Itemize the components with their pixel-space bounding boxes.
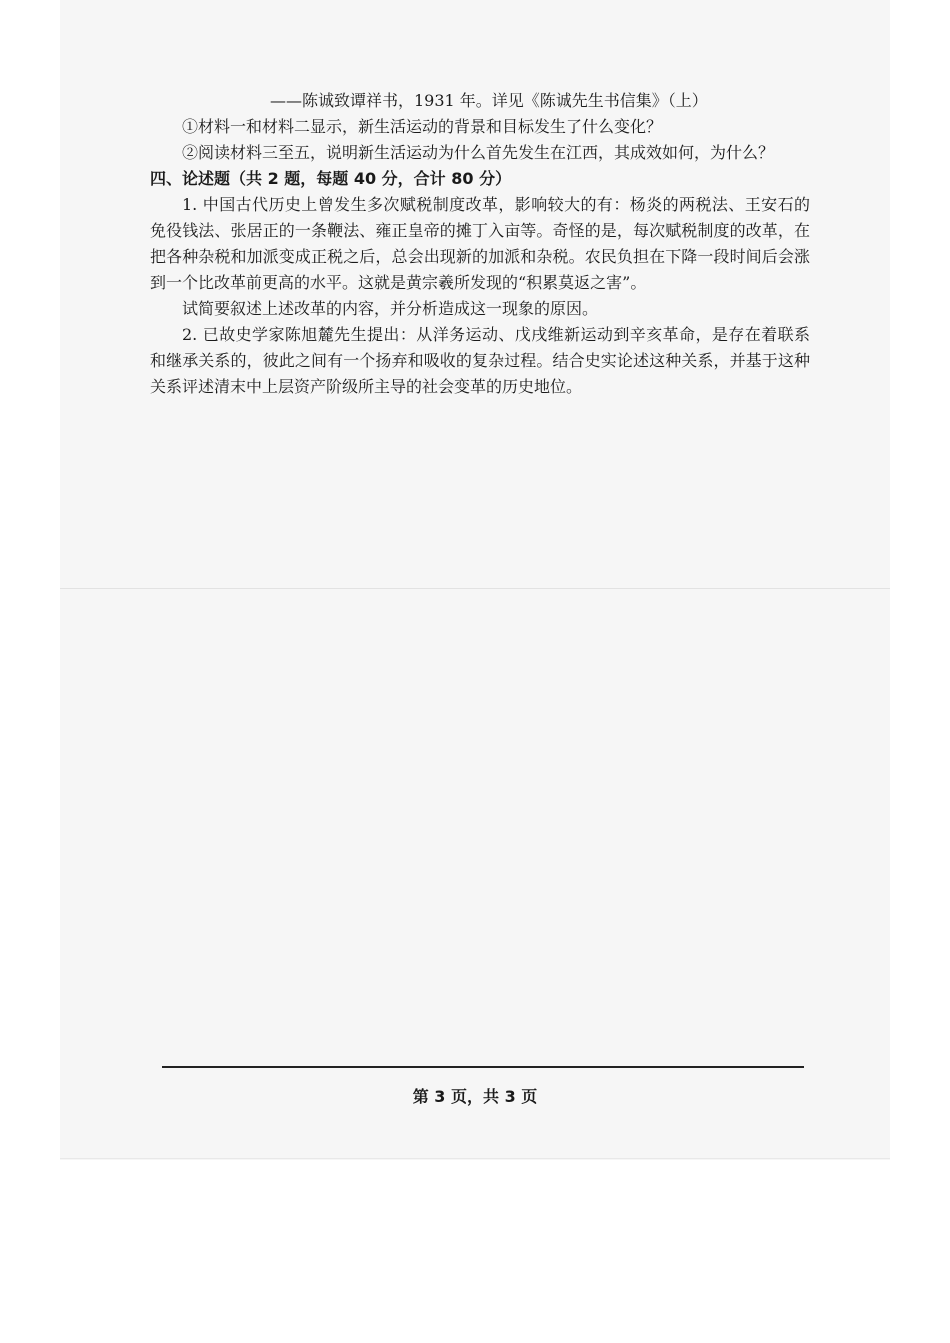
fold-line (60, 588, 890, 589)
essay-question-1-task: 试简要叙述上述改革的内容，并分析造成这一现象的原因。 (182, 299, 599, 318)
exam-content (150, 88, 810, 400)
section-heading-essay: 四、论述题（共 2 题，每题 40 分，合计 80 分） (150, 169, 512, 188)
footer-divider (162, 1066, 804, 1068)
material-source-citation: ——陈诚致谭祥书，1931 年。详见《陈诚先生书信集》（上） (270, 91, 708, 110)
page-bottom-edge (60, 1158, 890, 1159)
essay-question-2-text: 2. 已故史学家陈旭麓先生提出：从洋务运动、戊戌维新运动到辛亥革命，是存在着联系和继承关系的，彼此之间有一个扬弃和吸收的复杂过程。结合史实论述这种关系，并基于这种关系评述清末中上层资产阶级所主导的社会变革的历史地位。 (150, 325, 810, 396)
question-1: ①材料一和材料二显示，新生活运动的背景和目标发生了什么变化？ (182, 117, 663, 136)
essay-question-1-text: 1. 中国古代历史上曾发生多次赋税制度改革，影响较大的有：杨炎的两税法、王安石的免役钱法、张居正的一条鞭法、雍正皇帝的摊丁入亩等。奇怪的是，每次赋税制度的改革，在把各种杂税和加派变成正税之后，总会出现新的加派和杂税。农民负担在下降一段时间后会涨到一个比改革前更高的水平。这就是黄宗羲所发现的“积累莫返之害”。 (150, 195, 810, 292)
question-2: ②阅读材料三至五，说明新生活运动为什么首先发生在江西，其成效如何，为什么？ (182, 143, 775, 162)
page-number: 第 3 页，共 3 页 (412, 1087, 538, 1106)
